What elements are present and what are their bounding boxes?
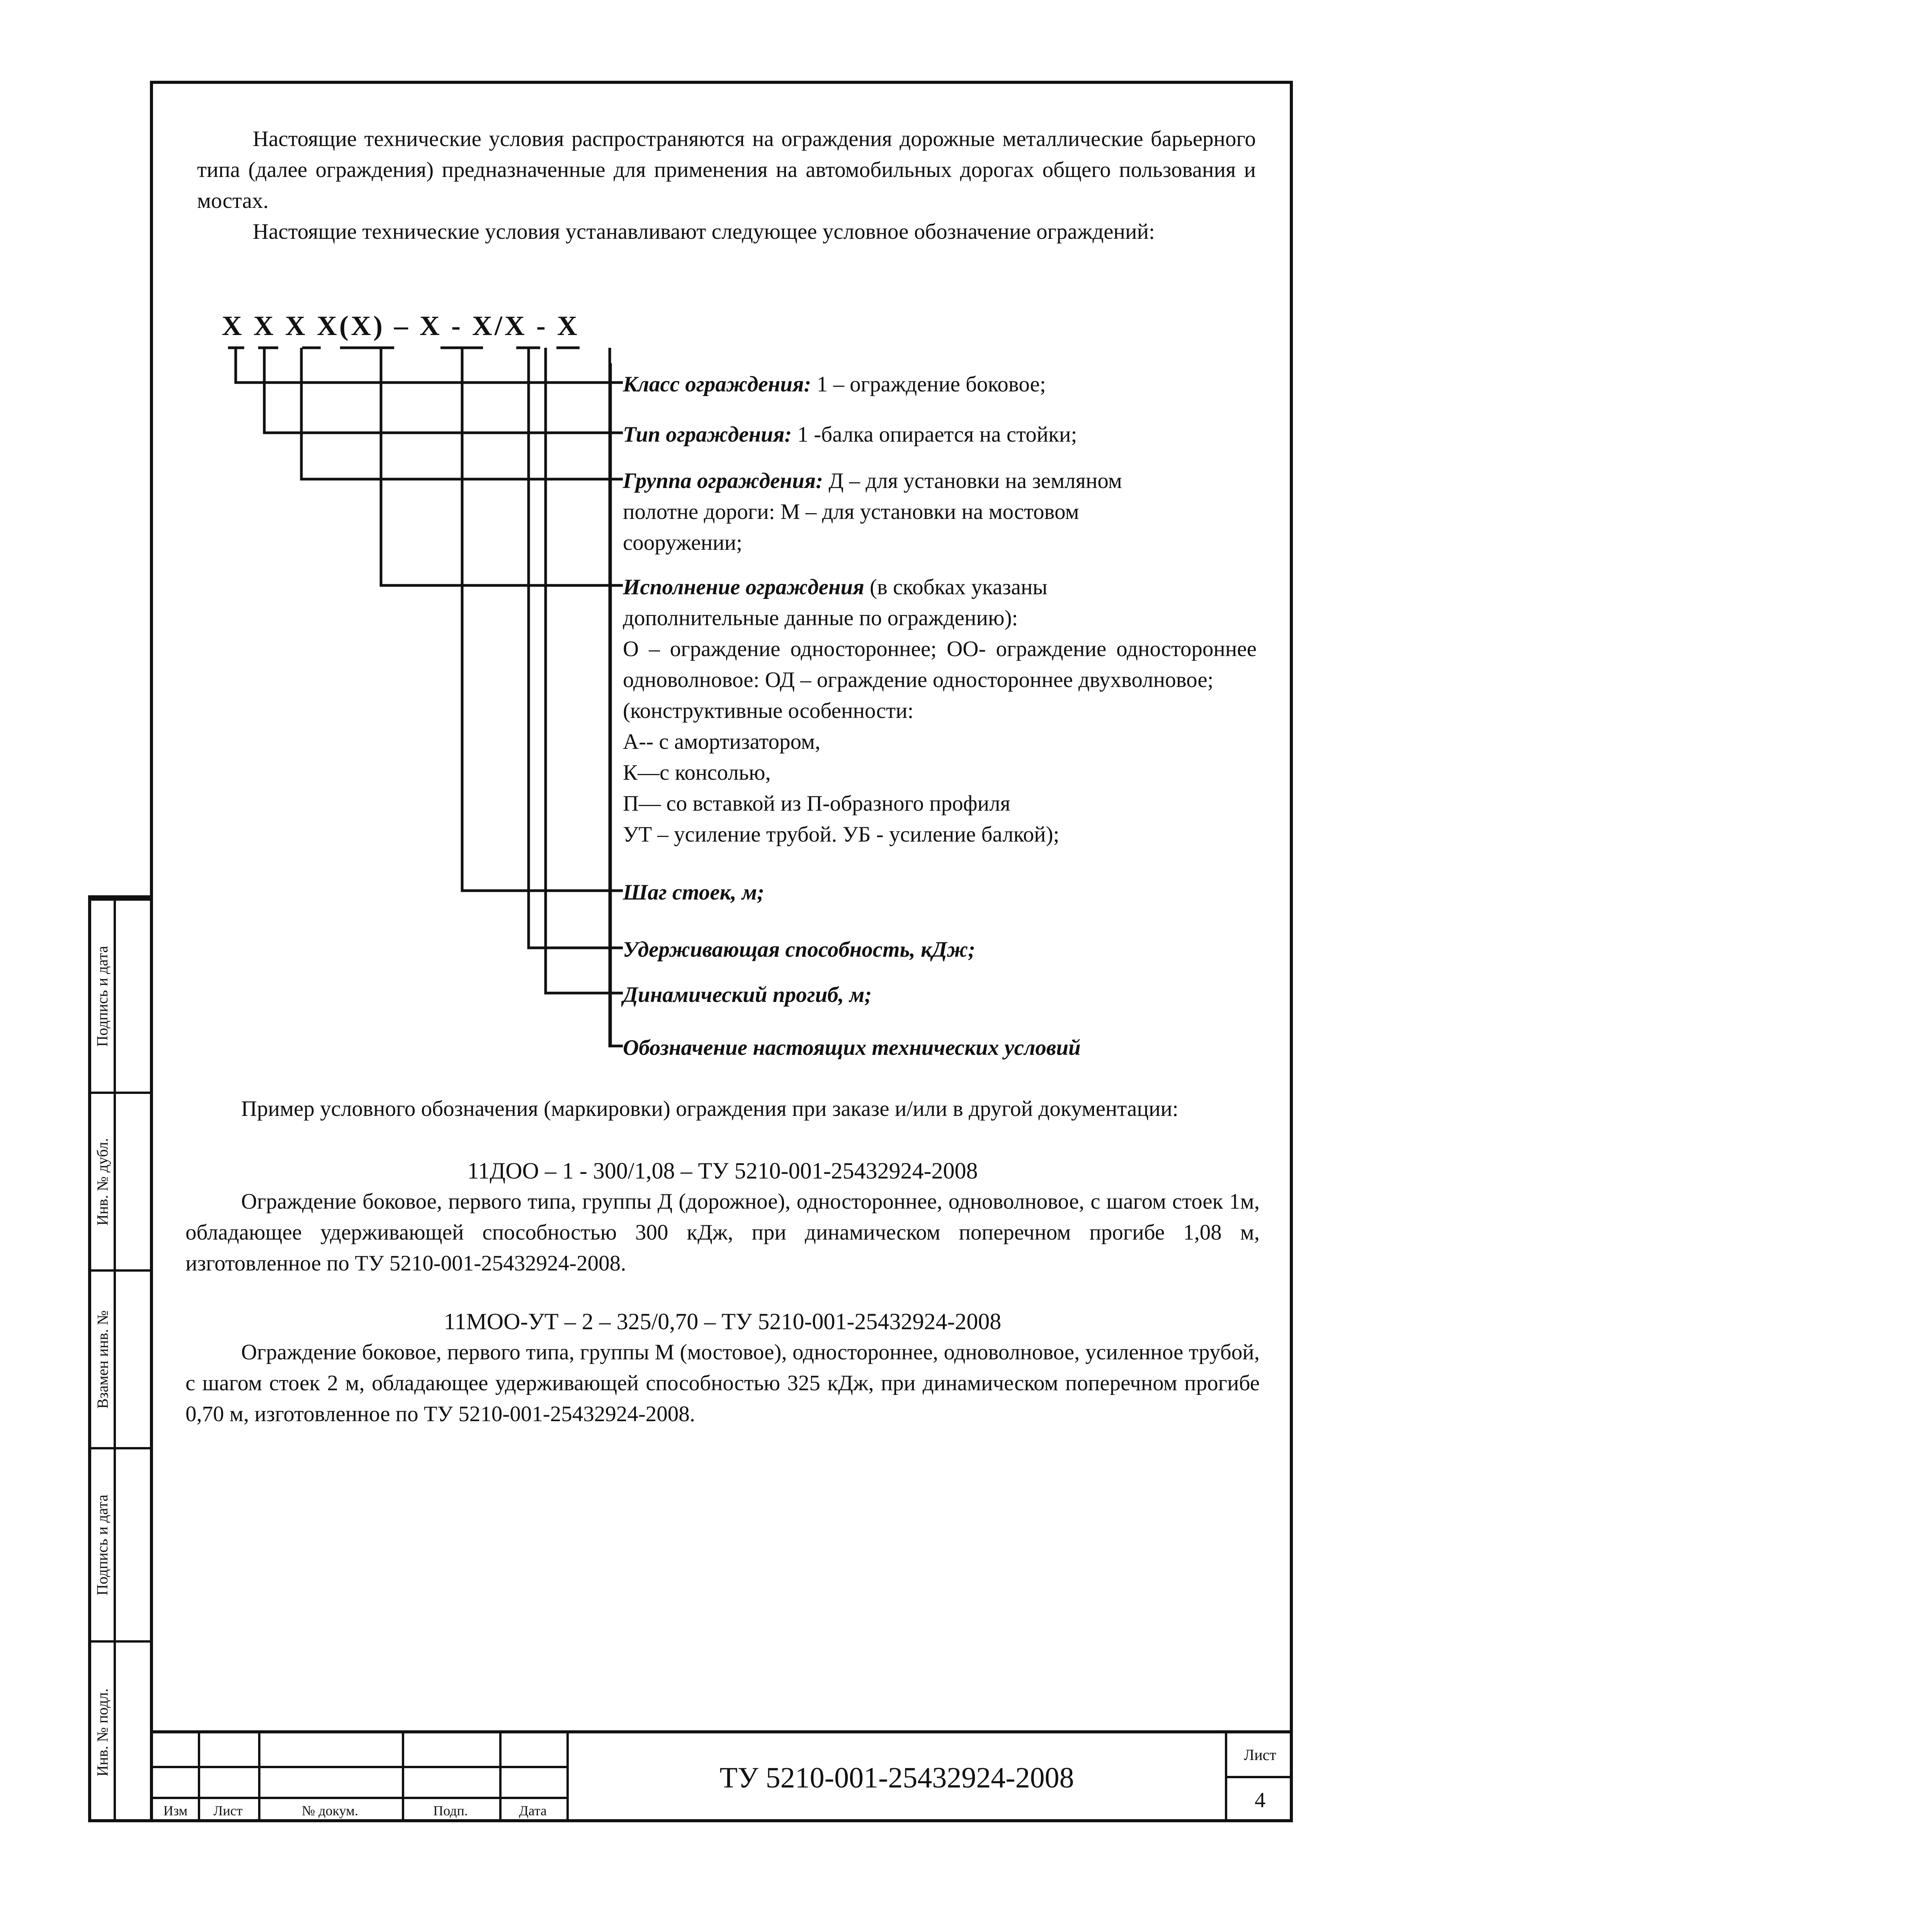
legend-text: 1 -балка опирается на стойки; <box>792 422 1077 447</box>
legend-term: Класс ограждения: <box>623 372 811 396</box>
legend-term: Тип ограждения: <box>623 422 792 447</box>
legend-term: Шаг стоек, м; <box>623 880 765 905</box>
sheet-cell <box>1225 1733 1293 1822</box>
sheet-label: Лист <box>1227 1733 1293 1778</box>
example-code-1: 11ДОО – 1 - 300/1,08 – ТУ 5210-001-25432924-2008 <box>467 1158 978 1184</box>
tb-header-sign: Подп. <box>433 1803 468 1818</box>
title-block <box>153 1730 1293 1822</box>
example-description-2: Ограждение боковое, первого типа, группы М (мостовое), одностороннее, одноволновое, усиленное трубой, с шагом стоек 2 м, обладающее удерживающей способностью 325 кДж, при динамическом поперечном прогибе 0,70 м, изготовленное по ТУ 5210-001-25432924-2008. <box>185 1340 1260 1426</box>
legend-capacity <box>623 934 1257 965</box>
execution-line: О – ограждение одностороннее; ОО- ограждение одностороннее одноволновое: ОД – ограждение одностороннее двухволновое; <box>623 637 1257 692</box>
stamp-label: Взамен инв. № <box>94 1310 111 1409</box>
stamp-label: Инв. № дубл. <box>94 1138 111 1226</box>
execution-line: П— со вставкой из П-образного профиля <box>623 791 1010 816</box>
legend-term: Группа ограждения: <box>623 469 823 493</box>
document-code: ТУ 5210-001-25432924-2008 <box>719 1761 1074 1794</box>
legend-type <box>623 419 1257 450</box>
tb-header-doc: № докум. <box>302 1803 358 1818</box>
legend-step <box>623 877 1257 908</box>
tb-header-date: Дата <box>519 1803 547 1818</box>
example-description-1: Ограждение боковое, первого типа, группы Д (дорожное), одностороннее, одноволновое, с шагом стоек 1м, обладающее удерживающей способностью 300 кДж, при динамическом поперечном прогибе 1,08 м, изготовленное по ТУ 5210-001-25432924-2008. <box>185 1189 1260 1276</box>
legend-text: (в скобках указаны дополнительные данные по ограждению): <box>623 575 1048 630</box>
stamp-label: Подпись и дата <box>94 946 111 1047</box>
legend-term: Обозначение настоящих технических условий <box>623 1036 1081 1060</box>
legend-term: Исполнение ограждения <box>623 575 864 599</box>
legend-class <box>623 369 1257 400</box>
example-intro: Пример условного обозначения (маркировки) ограждения при заказе и/или в другой документации: <box>241 1097 1179 1121</box>
legend-spec <box>623 1032 1257 1063</box>
legend-term: Динамический прогиб, м; <box>623 983 872 1007</box>
legend-term: Удерживающая способность, кДж; <box>623 937 976 962</box>
stamp-label: Инв. № подл. <box>94 1688 111 1777</box>
sheet-number: 4 <box>1255 1788 1265 1812</box>
intro-paragraph-2: Настоящие технические условия устанавливают следующее условное обозначение ограждений: <box>253 219 1155 244</box>
legend-deflection <box>623 980 1257 1010</box>
legend-text: Д – для установки на земляном полотне дороги: М – для установки на мостовом сооружении; <box>623 469 1122 555</box>
legend-group <box>623 466 1172 558</box>
execution-line: УТ – усиление трубой. УБ - усиление балкой); <box>623 822 1060 847</box>
execution-line: А-- с амортизатором, <box>623 730 821 754</box>
execution-line: (конструктивные особенности: <box>623 699 914 723</box>
tb-header-list: Лист <box>213 1803 243 1818</box>
execution-details <box>623 634 1257 850</box>
legend-text: 1 – ограждение боковое; <box>811 372 1046 396</box>
execution-line: К—с консолью, <box>623 760 771 785</box>
tb-row-divider <box>153 1766 566 1768</box>
example-code-2: 11МОО-УТ – 2 – 325/0,70 – ТУ 5210-001-25432924-2008 <box>444 1309 1002 1334</box>
tb-header-izm: Изм <box>163 1803 188 1818</box>
intro-paragraph-1: Настоящие технические условия распространяются на ограждения дорожные металлические барьерного типа (далее ограждения) предназначенные для применения на автомобильных дорогах общего пользования и мостах. <box>197 127 1256 213</box>
stamp-label: Подпись и дата <box>94 1494 111 1595</box>
designation-code: X X X X(X) – X - X/X - X <box>222 310 580 341</box>
legend-execution <box>623 572 1172 634</box>
